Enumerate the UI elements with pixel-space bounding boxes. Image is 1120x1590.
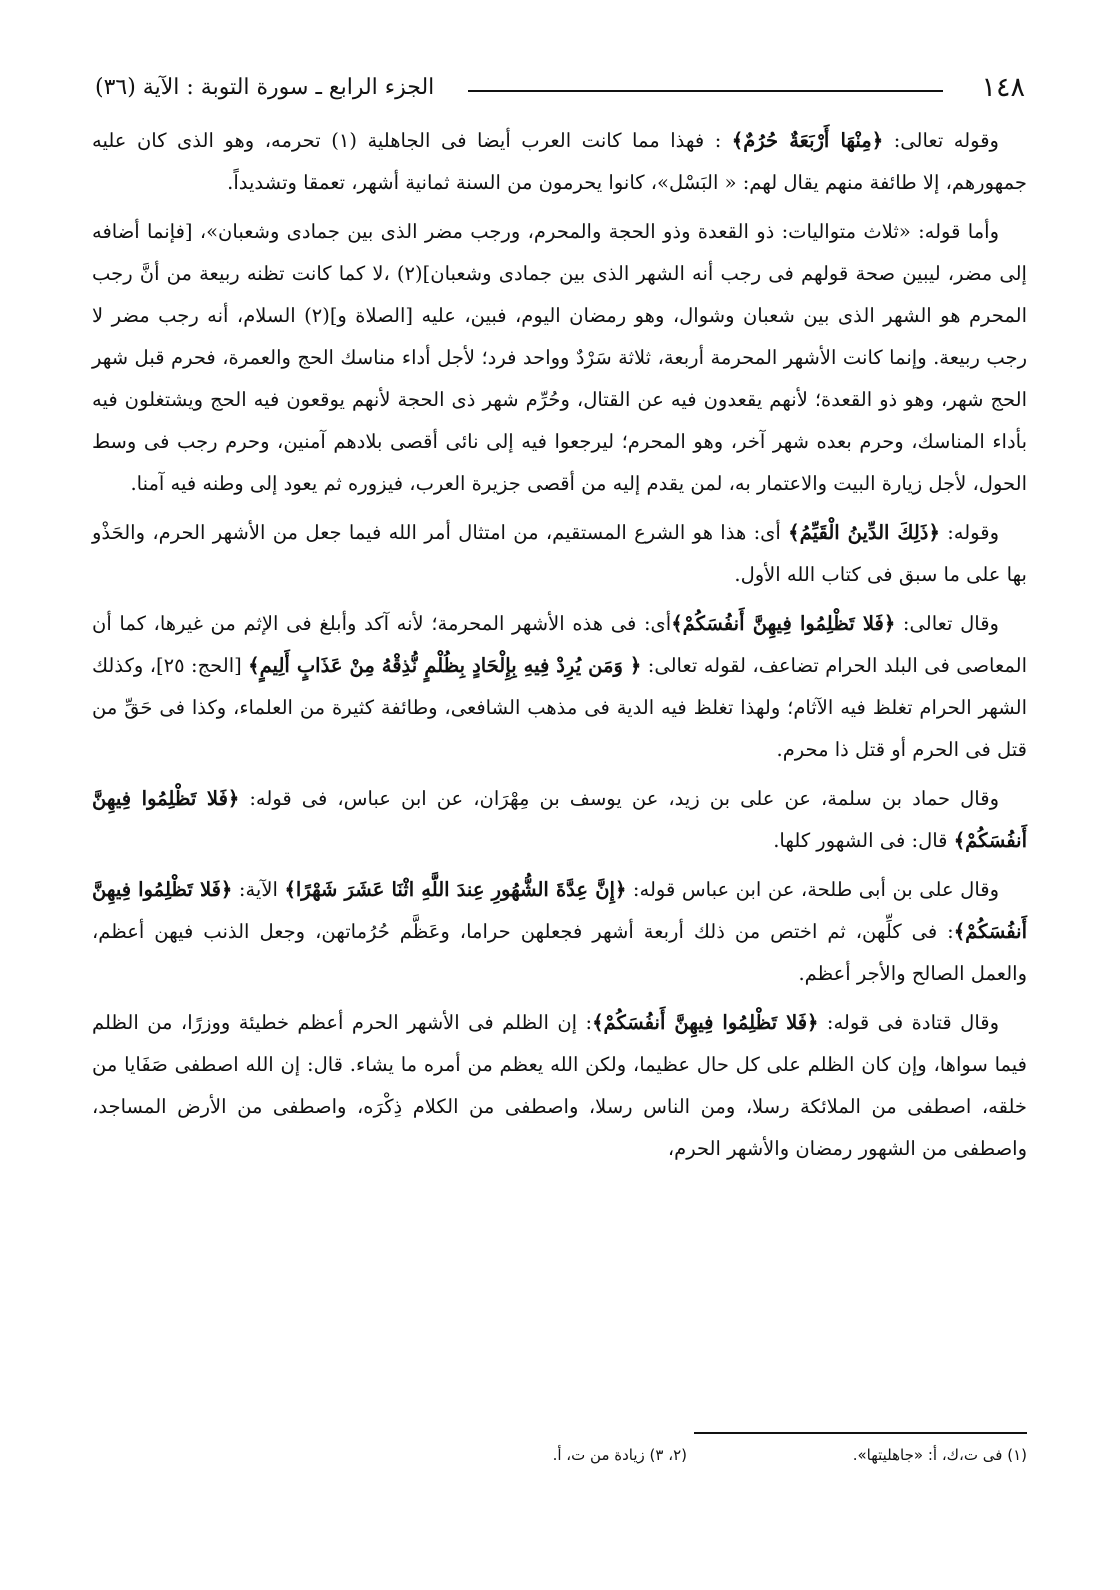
quran-quote: ﴿مِنْهَا أَرْبَعَةٌ حُرُمٌ﴾ xyxy=(731,129,884,152)
text-run: وقال حماد بن سلمة، عن على بن زيد، عن يوسف بن مِهْرَان، عن ابن عباس، فى قوله: xyxy=(239,787,999,810)
header-rule xyxy=(468,90,943,92)
text-run: وقال تعالى: xyxy=(895,612,999,635)
text-run: أى: فى هذه الأشهر المحرمة؛ لأنه آكد وأبلغ فى الإثم من غيرها، كما أن المعاصى فى البلد الحرام تضاعف، لقوله تعالى: xyxy=(92,612,1027,677)
text-run: [الحج: ٢٥]، وكذلك الشهر الحرام تغلظ فيه الآثام؛ ولهذا تغلظ فيه الدية فى مذهب الشافعى، وطائفة كثيرة من العلماء، وكذا فى حَقِّ من قتل فى الحرم أو قتل ذا محرم. xyxy=(92,654,1027,761)
paragraph xyxy=(92,512,1027,596)
text-run: وأما قوله: «ثلاث متواليات: ذو القعدة وذو الحجة والمحرم، ورجب مضر الذى بين جمادى وشعبان»، [فإنما أضافه إلى مضر، ليبين صحة قولهم فى رجب أنه الشهر الذى بين جمادى وشعبان](٢) ،لا كما كانت تظنه ربيعة من أنَّ رجب المحرم هو الشهر الذى بين شعبان وشوال، وهو رمضان اليوم، فبين، عليه [الصلاة و](٢) السلام، أنه رجب مضر لا رجب ربيعة. وإنما كانت الأشهر المحرمة أربعة، ثلاثة سَرْدٌ وواحد فرد؛ لأجل أداء مناسك الحج والعمرة، فحرم قبل شهر الحج شهر، وهو ذو القعدة؛ لأنهم يقعدون فيه عن القتال، وحُرِّم شهر ذى الحجة لأنهم يوقعون فيه الحج ويشتغلون فيه بأداء المناسك، وحرم بعده شهر آخر، وهو المحرم؛ ليرجعوا فيه إلى نائى أقصى بلادهم آمنين، وحرم رجب فى وسط الحول، لأجل زيارة البيت والاعتمار به، لمن يقدم إليه من أقصى جزيرة العرب، فيزوره ثم يعود إلى وطنه فيه آمنا. xyxy=(92,220,1027,495)
quran-quote: ﴿ وَمَن يُرِدْ فِيهِ بِإِلْحَادٍ بِظُلْمٍ نُّذِقْهُ مِنْ عَذَابٍ أَلِيمٍ﴾ xyxy=(248,654,642,677)
footnote-2: (٢، ٣) زيادة من ت، أ. xyxy=(552,1446,687,1464)
page-number: ١٤٨ xyxy=(981,72,1025,103)
paragraph xyxy=(92,211,1027,505)
paragraph xyxy=(92,778,1027,862)
text-run: : فهذا مما كانت العرب أيضا فى الجاهلية (١) تحرمه، وهو الذى كان عليه جمهورهم، إلا طائفة منهم يقال لهم: « البَسْل»، كانوا يحرمون من السنة ثمانية أشهر، تعمقا وتشديداً. xyxy=(92,129,1027,194)
text-run: وقال قتادة فى قوله: xyxy=(818,1011,999,1034)
footnote-rule xyxy=(694,1432,1027,1434)
quran-quote: ﴿فَلا تَظْلِمُوا فِيهِنَّ أَنفُسَكُمْ﴾ xyxy=(671,612,896,635)
text-run: وقال على بن أبى طلحة، عن ابن عباس قوله: xyxy=(626,878,1000,901)
quran-quote: ﴿فَلا تَظْلِمُوا فِيهِنَّ أَنفُسَكُمْ﴾ xyxy=(92,878,1027,943)
paragraph xyxy=(92,120,1027,204)
page-header xyxy=(95,68,1025,108)
quran-quote: ﴿فَلا تَظْلِمُوا فِيهِنَّ أَنفُسَكُمْ﴾ xyxy=(92,787,1027,852)
paragraph xyxy=(92,603,1027,771)
text-run: قال: فى الشهور كلها. xyxy=(773,829,954,852)
footnotes xyxy=(387,1440,1027,1470)
text-run: : فى كلِّهن، ثم اختص من ذلك أربعة أشهر فجعلهن حراما، وعَظَّم حُرُماتهن، وجعل الذنب فيهن أعظم، والعمل الصالح والأجر أعظم. xyxy=(92,920,1027,985)
running-title: الجزء الرابع ـ سورة التوبة : الآية (٣٦) xyxy=(95,75,435,100)
main-text xyxy=(92,120,1027,1177)
quran-quote: ﴿إِنَّ عِدَّةَ الشُّهُورِ عِندَ اللَّهِ اثْنَا عَشَرَ شَهْرًا﴾ xyxy=(284,878,627,901)
text-run: وقوله: xyxy=(939,521,999,544)
paragraph xyxy=(92,869,1027,995)
quran-quote: ﴿ذَلِكَ الدِّينُ الْقَيِّمُ﴾ xyxy=(788,521,940,544)
text-run: الآية: xyxy=(232,878,285,901)
quran-quote: ﴿فَلا تَظْلِمُوا فِيهِنَّ أَنفُسَكُمْ﴾ xyxy=(592,1011,819,1034)
text-run: أى: هذا هو الشرع المستقيم، من امتثال أمر الله فيما جعل من الأشهر الحرم، والحَذْو بها على ما سبق فى كتاب الله الأول. xyxy=(92,521,1027,586)
paragraph xyxy=(92,1002,1027,1170)
text-run: : إن الظلم فى الأشهر الحرم أعظم خطيئة ووزرًا، من الظلم فيما سواها، وإن كان الظلم على كل حال عظيما، ولكن الله يعظم من أمره ما يشاء. قال: إن الله اصطفى صَفَايا من خلقه، اصطفى من الملائكة رسلا، ومن الناس رسلا، واصطفى من الكلام ذِكْرَه، واصطفى من الأرض المساجد، واصطفى من الشهور رمضان والأشهر الحرم، xyxy=(92,1011,1027,1160)
text-run: وقوله تعالى: xyxy=(883,129,999,152)
footnote-1: (١) فى ت،ك، أ: «جاهليتها». xyxy=(852,1446,1027,1464)
